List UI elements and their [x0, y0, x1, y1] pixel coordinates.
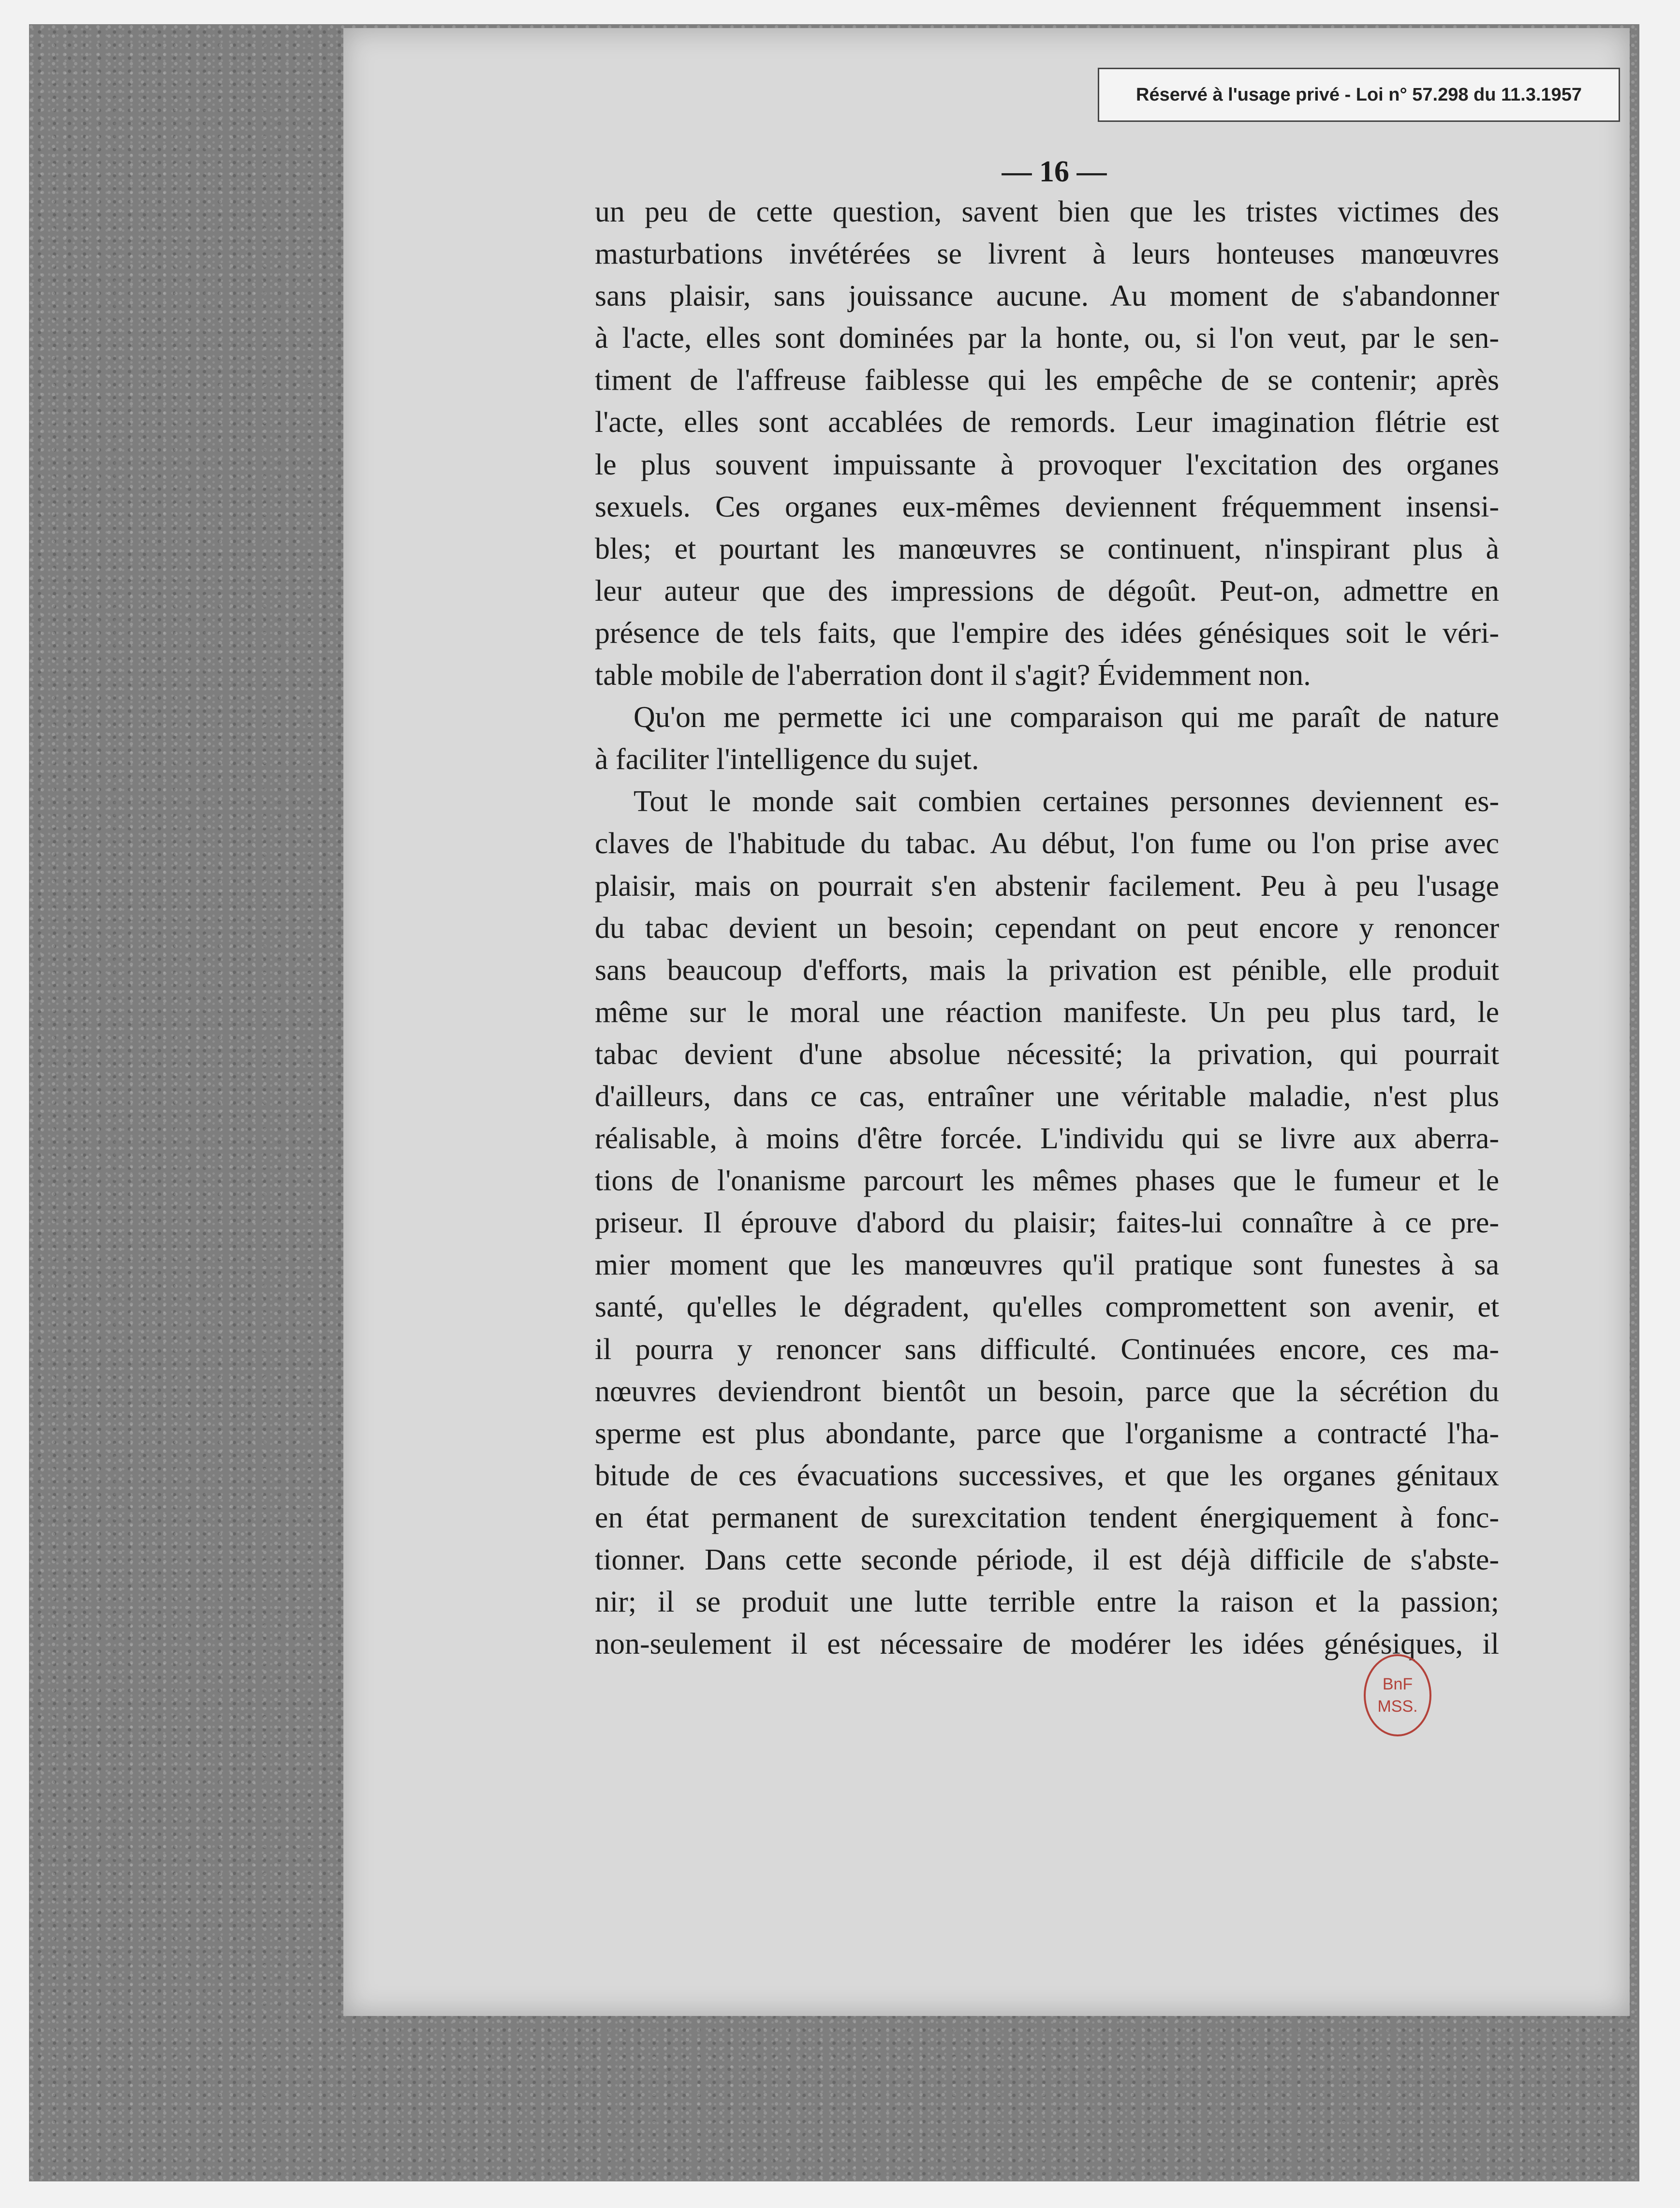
text-line: tabac devient d'une absolue nécessité; la privation, qui pourrait	[595, 1037, 1499, 1071]
usage-notice-stamp	[1098, 68, 1620, 122]
library-stamp	[1364, 1654, 1431, 1736]
text-line: table mobile de l'aberration dont il s'agit? Évidemment non.	[595, 659, 1311, 692]
text-line: bles; et pourtant les manœuvres se continuent, n'inspirant plus à	[595, 532, 1499, 565]
text-line: même sur le moral une réaction manifeste. Un peu plus tard, le	[595, 995, 1499, 1029]
text-line: tionner. Dans cette seconde période, il est déjà difficile de s'abste-	[595, 1543, 1499, 1576]
library-stamp-line1: BnF	[1382, 1675, 1413, 1693]
text-line: d'ailleurs, dans ce cas, entraîner une véritable maladie, n'est plus	[595, 1080, 1499, 1113]
page-number: — 16 —	[1002, 155, 1107, 188]
text-line: l'acte, elles sont accablées de remords. Leur imagination flétrie est	[595, 406, 1499, 439]
text-line: leur auteur que des impressions de dégoût. Peut-on, admettre en	[595, 574, 1499, 608]
text-line: santé, qu'elles le dégradent, qu'elles compromettent son avenir, et	[595, 1290, 1499, 1324]
text-line: priseur. Il éprouve d'abord du plaisir; faites-lui connaître à ce pre-	[595, 1206, 1499, 1240]
text-line: Qu'on me permette ici une comparaison qui me paraît de nature	[634, 701, 1499, 734]
text-line: non-seulement il est nécessaire de modérer les idées génésiques, il	[595, 1628, 1499, 1661]
text-line: il pourra y renoncer sans difficulté. Continuées encore, ces ma-	[595, 1333, 1499, 1366]
text-line: à faciliter l'intelligence du sujet.	[595, 743, 979, 776]
text-line: mier moment que les manœuvres qu'il pratique sont funestes à sa	[595, 1248, 1499, 1282]
text-line: nir; il se produit une lutte terrible entre la raison et la passion;	[595, 1586, 1499, 1619]
text-line: en état permanent de surexcitation tendent énergiquement à fonc-	[595, 1501, 1499, 1534]
text-line: timent de l'affreuse faiblesse qui les empêche de se contenir; après	[595, 364, 1499, 397]
text-line: tions de l'onanisme parcourt les mêmes phases que le fumeur et le	[595, 1164, 1499, 1198]
text-line: présence de tels faits, que l'empire des idées génésiques soit le véri-	[595, 616, 1499, 650]
text-line: du tabac devient un besoin; cependant on peut encore y renoncer	[595, 911, 1499, 945]
text-line: à l'acte, elles sont dominées par la honte, ou, si l'on veut, par le sen-	[595, 322, 1499, 355]
text-line: sexuels. Ces organes eux-mêmes deviennent fréquemment insensi-	[595, 490, 1499, 523]
library-stamp-line2: MSS.	[1377, 1697, 1418, 1716]
text-line: sans beaucoup d'efforts, mais la privation est pénible, elle produit	[595, 953, 1499, 987]
text-line: masturbations invétérées se livrent à leurs honteuses manœuvres	[595, 237, 1499, 271]
text-line: nœuvres deviendront bientôt un besoin, parce que la sécrétion du	[595, 1375, 1499, 1408]
text-line: claves de l'habitude du tabac. Au début, l'on fume ou l'on prise avec	[595, 827, 1499, 860]
text-line: Tout le monde sait combien certaines personnes deviennent es-	[634, 785, 1499, 818]
body-text	[595, 191, 1499, 1665]
text-line: bitude de ces évacuations successives, et que les organes génitaux	[595, 1459, 1499, 1492]
text-line: plaisir, mais on pourrait s'en abstenir facilement. Peu à peu l'usage	[595, 869, 1499, 903]
text-line: le plus souvent impuissante à provoquer l'excitation des organes	[595, 448, 1499, 481]
usage-notice-text: Réservé à l'usage privé - Loi n° 57.298 du 11.3.1957	[1136, 84, 1582, 105]
text-line: sperme est plus abondante, parce que l'organisme a contracté l'ha-	[595, 1417, 1499, 1450]
text-line: un peu de cette question, savent bien que les tristes victimes des	[595, 195, 1499, 228]
text-line: réalisable, à moins d'être forcée. L'individu qui se livre aux aberra-	[595, 1122, 1499, 1156]
text-line: sans plaisir, sans jouissance aucune. Au moment de s'abandonner	[595, 280, 1499, 313]
